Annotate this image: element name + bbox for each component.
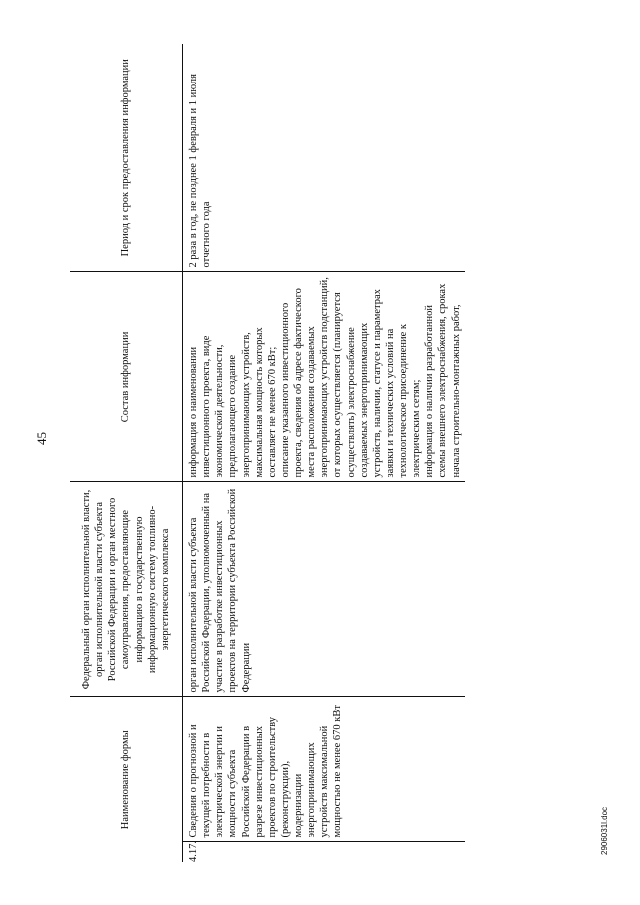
information-item: информация о наличии разработанной схемы внешнего электроснабжения, сроках начала строительно-монтажных работ, (424, 283, 462, 478)
header-information-content: Состав информации (70, 272, 183, 482)
information-item: информация о наименовании инвестиционного проекта, виде экономической деятельности, предполагающего создание энергопринимающих устройств, максимальная мощность которых составляет не менее 670 кВт; (188, 327, 278, 478)
header-period: Период и срок предоставления информации (70, 44, 183, 272)
page-number: 45 (34, 432, 49, 445)
row-number: 4.17. (188, 841, 199, 862)
information-content-cell (183, 272, 465, 482)
table-row (183, 44, 465, 862)
rotated-table-container (70, 44, 582, 862)
form-name-cell: Сведения о прогнозной и текущей потребности в электрической энергии и мощности субъекта Российской Федерации в разрезе инвестиционных проектов по строительству (реконструкции), модернизации энергопринимающих устройств максимальной мощностью не менее 670 кВт (183, 697, 465, 842)
footer-filename: 2906031l.doc (600, 806, 609, 855)
authority-cell: орган исполнительной власти субъекта Российской Федерации, уполномоченный на участие в разработке инвестиционных проектов на территории субъекта Российской Федерации (183, 482, 465, 697)
header-authority: Федеральный орган исполнительной власти, орган исполнительной власти субъекта Российской Федерации и орган местного самоуправления, предоставляющие информацию в государственную информационную систему топливно-энергетического комплекса (70, 482, 183, 697)
information-item: описание указанного инвестиционного проекта, сведения об адресе фактического места расположения создаваемых энергопринимающих устройств подстанций, от которых осуществляется (планируется осуществлять) электроснабжение создаваемых энергопринимающих устройств, наличии, статусе и параметрах заявки и технических условий на технологическое присоединение к электрическим сетям; (279, 277, 423, 478)
table-header-row (70, 44, 183, 862)
header-form-name: Наименование формы (70, 697, 183, 862)
information-table (70, 44, 465, 862)
period-cell: 2 раза в год, не позднее 1 февраля и 1 июля отчетного года (183, 44, 465, 272)
